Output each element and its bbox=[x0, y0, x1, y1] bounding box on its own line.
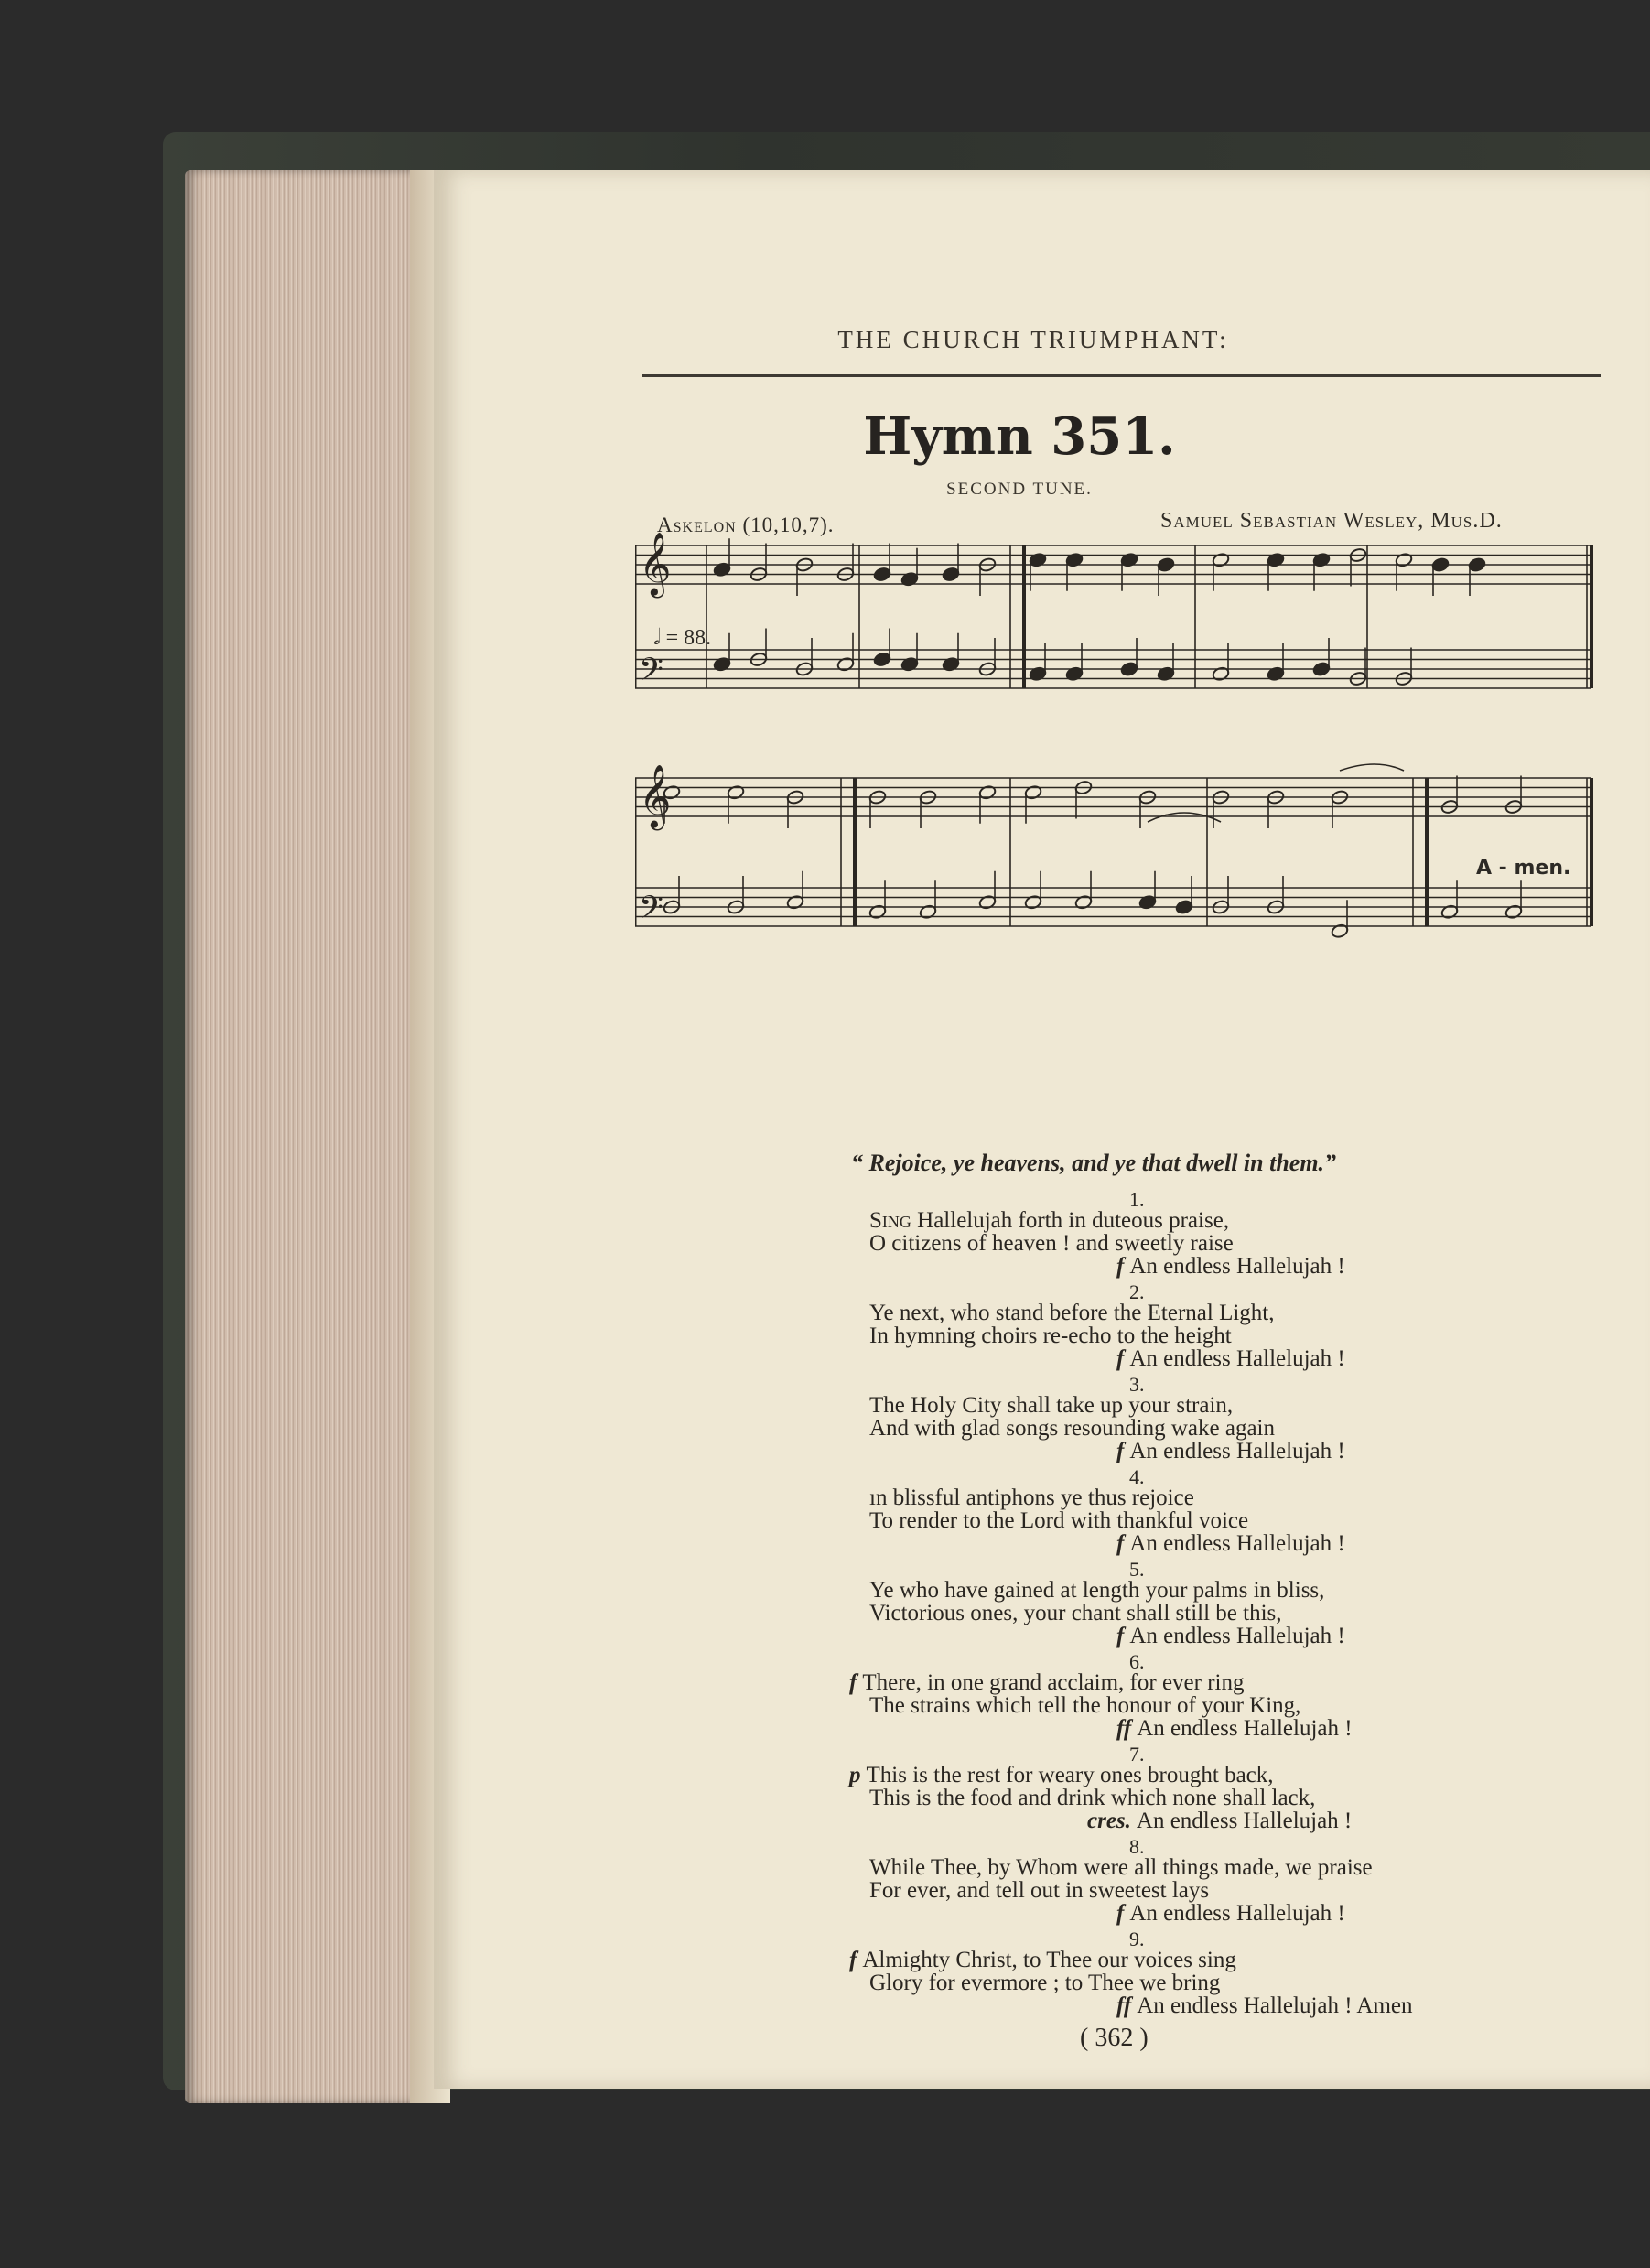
dynamic-marking: f bbox=[1116, 1439, 1125, 1463]
hymn-line bbox=[869, 1693, 1300, 1719]
clef-icon: 𝄞 bbox=[639, 532, 672, 596]
line-text: There, in one grand acclaim, for ever ring bbox=[862, 1670, 1245, 1695]
stanza-number: 9. bbox=[1129, 1928, 1145, 1950]
line-text: Almighty Christ, to Thee our voices sing bbox=[862, 1948, 1236, 1972]
line-text: An endless Hallelujah ! bbox=[1129, 1346, 1345, 1371]
line-text: An endless Hallelujah ! Amen bbox=[1137, 1993, 1413, 2018]
hymn-line bbox=[869, 1786, 1315, 1811]
hymn-line bbox=[869, 1393, 1233, 1419]
hymn-line bbox=[869, 1231, 1234, 1257]
note-head bbox=[873, 567, 891, 582]
line-text: An endless Hallelujah ! bbox=[1137, 1716, 1353, 1741]
score-staves bbox=[635, 532, 1591, 939]
note-head bbox=[1175, 899, 1193, 914]
hymn-line bbox=[869, 1208, 1229, 1234]
hymn-line bbox=[869, 1578, 1324, 1604]
music-score bbox=[635, 529, 1605, 1151]
line-text: An endless Hallelujah ! bbox=[1136, 1809, 1353, 1833]
metronome-value: = 88. bbox=[665, 626, 712, 650]
line-text: An endless Hallelujah ! bbox=[1129, 1254, 1345, 1279]
hymn-line bbox=[1116, 1254, 1345, 1280]
hymn-line bbox=[1116, 1716, 1353, 1742]
hymn-line bbox=[869, 1508, 1248, 1534]
line-text: To render to the Lord with thankful voice bbox=[869, 1508, 1249, 1533]
hymn-line bbox=[869, 1323, 1232, 1349]
line-text: The Holy City shall take up your strain, bbox=[869, 1393, 1234, 1418]
line-text: An endless Hallelujah ! bbox=[1129, 1531, 1345, 1556]
epigraph: “ Rejoice, ye heavens, and ye that dwell in them.” bbox=[851, 1150, 1337, 1176]
dynamic-marking: ff bbox=[1116, 1993, 1132, 2018]
dynamic-marking: f bbox=[1116, 1901, 1125, 1926]
clef-icon: 𝄞 bbox=[639, 764, 672, 828]
hymn-line bbox=[1116, 1901, 1345, 1927]
line-text: ın blissful antiphons ye thus rejoice bbox=[869, 1485, 1194, 1510]
running-head: THE CHURCH TRIUMPHANT: bbox=[837, 326, 1229, 353]
hymn-line bbox=[849, 1948, 1236, 1973]
note-head bbox=[942, 567, 960, 582]
stanza-number: 1. bbox=[1129, 1188, 1145, 1211]
line-text: O citizens of heaven ! and sweetly raise bbox=[869, 1231, 1234, 1256]
hymn-line bbox=[869, 1971, 1220, 1996]
note-head bbox=[1312, 661, 1331, 676]
line-text: An endless Hallelujah ! bbox=[1129, 1624, 1345, 1648]
note-head bbox=[1468, 556, 1486, 572]
page-edges bbox=[185, 170, 443, 2103]
line-text: An endless Hallelujah ! bbox=[1129, 1439, 1345, 1463]
dynamic-marking: f bbox=[1116, 1346, 1125, 1371]
hymn-line bbox=[849, 1670, 1245, 1696]
hymn-title: Hymn 351. bbox=[863, 406, 1176, 467]
line-text: An endless Hallelujah ! bbox=[1129, 1901, 1345, 1926]
stanza-number: 6. bbox=[1129, 1650, 1145, 1673]
hymn-line bbox=[1087, 1809, 1352, 1834]
hymn-line bbox=[869, 1416, 1275, 1442]
line-text: While Thee, by Whom were all things made, we praise bbox=[869, 1855, 1373, 1880]
dynamic-marking: p bbox=[849, 1763, 861, 1787]
stanza-number: 3. bbox=[1129, 1373, 1145, 1396]
hymn-line bbox=[1116, 1624, 1345, 1649]
line-text: And with glad songs resounding wake again bbox=[869, 1416, 1275, 1441]
tune-name: Askelon (10,10,7). bbox=[657, 513, 835, 536]
dynamic-marking: f bbox=[1116, 1531, 1125, 1556]
dynamic-marking: f bbox=[1116, 1624, 1125, 1648]
composer: Samuel Sebastian Wesley, Mus.D. bbox=[1160, 509, 1503, 533]
line-text: Victorious ones, your chant shall still be this, bbox=[869, 1601, 1282, 1625]
head-rule bbox=[642, 374, 1601, 377]
stanza-number: 7. bbox=[1129, 1743, 1145, 1766]
clef-icon: 𝄢 bbox=[639, 651, 664, 696]
hymn-line bbox=[869, 1855, 1373, 1881]
dynamic-marking: f bbox=[849, 1948, 857, 1972]
hymn-line bbox=[869, 1601, 1282, 1626]
line-text: Ye next, who stand before the Eternal Light, bbox=[869, 1301, 1275, 1325]
hymn-line bbox=[849, 1763, 1274, 1788]
line-text: In hymning choirs re-echo to the height bbox=[869, 1323, 1232, 1348]
line-text: Sing Hallelujah forth in duteous praise, bbox=[869, 1208, 1230, 1233]
dynamic-marking: f bbox=[1116, 1254, 1125, 1279]
line-text: For ever, and tell out in sweetest lays bbox=[869, 1878, 1210, 1903]
hymn-line bbox=[869, 1301, 1275, 1326]
half-note-icon: 𝅗𝅥 bbox=[653, 626, 661, 650]
line-text: Glory for evermore ; to Thee we bring bbox=[869, 1971, 1221, 1995]
page-number: ( 362 ) bbox=[1080, 2024, 1149, 2052]
hymn-line bbox=[1116, 1993, 1413, 2019]
hymn-line bbox=[1116, 1531, 1345, 1557]
hymn-line bbox=[869, 1878, 1209, 1904]
dynamic-marking: f bbox=[849, 1670, 857, 1695]
note-head bbox=[1120, 661, 1138, 676]
amen-label: A - men. bbox=[1476, 857, 1571, 880]
note-head bbox=[1157, 556, 1175, 572]
metronome-marking bbox=[653, 626, 711, 651]
stanza-number: 4. bbox=[1129, 1465, 1145, 1488]
stanza-number: 5. bbox=[1129, 1558, 1145, 1581]
note-head bbox=[873, 652, 891, 667]
tune-label: SECOND TUNE. bbox=[946, 480, 1093, 499]
tie bbox=[1148, 813, 1221, 822]
hymn-line bbox=[1116, 1439, 1345, 1464]
clef-icon: 𝄢 bbox=[639, 889, 664, 934]
tie bbox=[1340, 764, 1404, 771]
hymn-line bbox=[869, 1485, 1194, 1511]
stanza-number: 8. bbox=[1129, 1835, 1145, 1858]
dynamic-marking: cres. bbox=[1087, 1809, 1131, 1833]
dynamic-marking: ff bbox=[1116, 1716, 1132, 1741]
note-head bbox=[1431, 556, 1450, 572]
book-page bbox=[434, 170, 1650, 2089]
line-text: This is the food and drink which none shall lack, bbox=[869, 1786, 1316, 1810]
line-text: The strains which tell the honour of your King, bbox=[869, 1693, 1301, 1718]
line-text: Ye who have gained at length your palms in bliss, bbox=[869, 1578, 1325, 1603]
stanza-number: 2. bbox=[1129, 1280, 1145, 1303]
line-text: This is the rest for weary ones brought back, bbox=[866, 1763, 1274, 1787]
hymn-line bbox=[1116, 1346, 1345, 1372]
